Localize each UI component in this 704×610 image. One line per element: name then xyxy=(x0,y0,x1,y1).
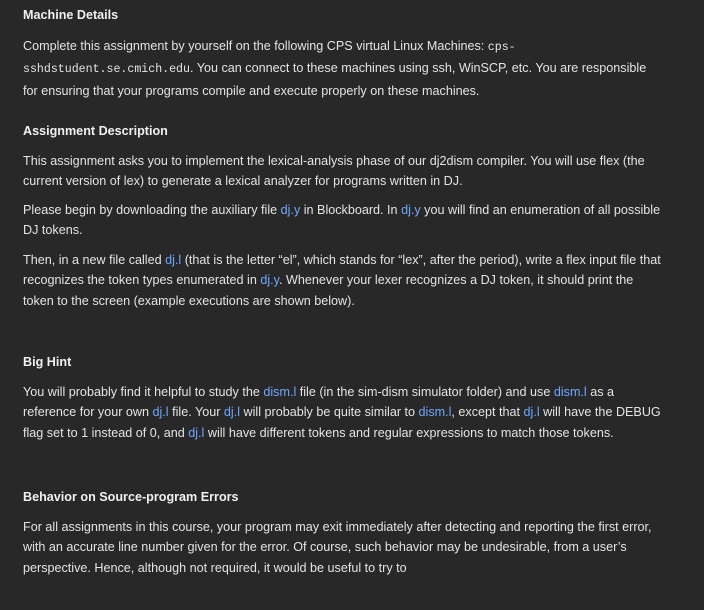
link-dj-y[interactable]: dj.y xyxy=(260,273,279,288)
paragraph-assignment-intro: This assignment asks you to implement the lexical-analysis phase of our dj2dism compiler. You will use flex (the current version of lex) to generate a lexical analyzer for programs written in DJ. xyxy=(23,154,645,189)
link-dj-y[interactable]: dj.y xyxy=(401,203,421,217)
paragraph-text: You will probably find it helpful to study the xyxy=(23,385,264,399)
link-dj-l[interactable]: dj.l xyxy=(188,425,205,440)
paragraph-text: Then, in a new file called xyxy=(23,253,166,267)
link-dj-l[interactable]: dj.l xyxy=(152,405,169,420)
paragraph-text: will have the DEBUG flag set to 1 instead of 0, and xyxy=(23,405,661,440)
paragraph-source-program-errors: For all assignments in this course, your program may exit immediately after detecting and reporting the first error, with an accurate line number given for the error. Of course, such behavior may be undesirable, from a user’s perspective. Hence, although not required, it would be useful to try to xyxy=(23,520,652,575)
link-dism-l[interactable]: dism.l xyxy=(263,385,297,399)
link-dj-l[interactable]: dj.l xyxy=(223,405,241,420)
heading-big-hint: Big Hint xyxy=(23,355,72,369)
paragraph-text: , except that xyxy=(451,405,524,420)
link-dj-l[interactable]: dj.l xyxy=(165,253,182,267)
paragraph-text: file (in the sim-dism simulator folder) and use xyxy=(296,385,554,399)
link-dj-y[interactable]: dj.y xyxy=(280,203,301,217)
paragraph-text: in Blockboard. In xyxy=(300,203,402,217)
paragraph-text: you will find an enumeration of all possible DJ tokens. xyxy=(23,203,661,238)
paragraph-big-hint xyxy=(23,382,663,443)
paragraph-text: will probably be quite similar to xyxy=(240,405,419,420)
hostname-code: cps-sshdstudent.se.cmich.edu xyxy=(23,41,516,77)
link-dj-l[interactable]: dj.l xyxy=(523,405,540,420)
paragraph-text: Complete this assignment by yourself on the following CPS virtual Linux Machines: xyxy=(23,39,488,53)
heading-machine-details: Machine Details xyxy=(23,8,119,22)
paragraph-text: as a reference for your own xyxy=(23,385,615,420)
paragraph-text: (that is the letter “el”, which stands for “lex”, after the period), write a flex input file that recognizes the token types enumerated in xyxy=(23,253,661,288)
paragraph-new-file xyxy=(23,250,663,311)
paragraph-text: Please begin by downloading the auxiliary file xyxy=(23,203,281,217)
paragraph-text: . You can connect to these machines using ssh, WinSCP, etc. You are responsible for ensuring that your programs compile and execute properly on these machines. xyxy=(23,61,647,98)
link-dism-l[interactable]: dism.l xyxy=(418,405,452,420)
paragraph-download xyxy=(23,200,663,241)
paragraph-text: will have different tokens and regular expressions to match those tokens. xyxy=(204,425,614,440)
link-dism-l[interactable]: dism.l xyxy=(553,385,587,399)
paragraph-machine-details xyxy=(23,36,663,101)
heading-source-program-errors: Behavior on Source-program Errors xyxy=(23,490,239,504)
paragraph-text: file. Your xyxy=(168,405,224,420)
paragraph-text: . Whenever your lexer recognizes a DJ token, it should print the token to the screen (example executions are shown below). xyxy=(23,273,634,308)
heading-assignment-description: Assignment Description xyxy=(23,124,168,138)
